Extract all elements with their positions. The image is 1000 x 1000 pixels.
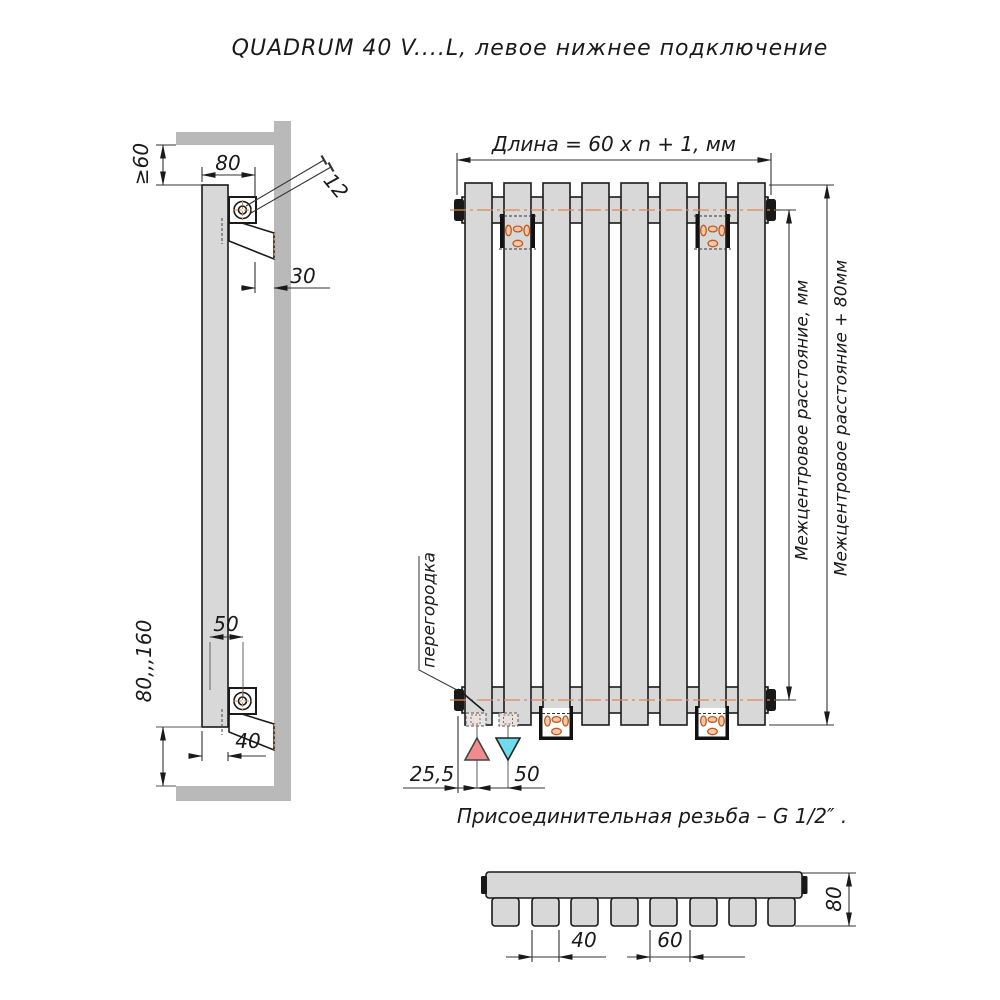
radiator-tube — [699, 183, 726, 725]
dim-label-center-distance: Межцентровое расстояние, мм — [792, 279, 813, 561]
dim-label-connection-spacing: 50 — [514, 762, 540, 786]
front-view — [403, 153, 834, 793]
tube-section — [571, 898, 598, 926]
supply-triangle-marker — [465, 738, 489, 760]
tube-section — [729, 898, 756, 926]
ceiling — [176, 132, 274, 145]
dim-label-tube-width-40: 40 — [571, 928, 597, 952]
partition-label: перегородка — [419, 552, 440, 668]
dim-label-floor-clearance: 80,,,160 — [132, 619, 156, 703]
radiator-tube — [738, 183, 765, 725]
dim-label-length-formula: Длина = 60 x n + 1, мм — [492, 132, 736, 156]
dim-label-bracket-offset-50: 50 — [213, 612, 239, 636]
wall — [274, 121, 291, 801]
tube-section — [650, 898, 677, 926]
collector-end-caps — [454, 199, 776, 711]
top-bracket-head — [229, 197, 256, 223]
tube-section — [611, 898, 638, 926]
tube-section — [492, 898, 519, 926]
radiator-tube — [660, 183, 687, 725]
tube-section — [532, 898, 559, 926]
dim-label-tube-pitch-60: 60 — [657, 928, 683, 952]
dim-label-bracket-wall-30: 30 — [290, 264, 316, 288]
dim-label-bolt-12: 12 — [318, 168, 354, 204]
radiator-tube — [465, 183, 492, 725]
top-wall-strap — [229, 219, 274, 259]
end-cap — [481, 876, 487, 894]
radiator-tubes — [465, 183, 765, 725]
side-view — [156, 121, 334, 801]
tube-section — [690, 898, 717, 926]
dim-label-depth-80-bottom: 80 — [822, 886, 846, 912]
end-cap — [802, 876, 808, 894]
radiator-tube — [543, 183, 570, 725]
floor — [176, 786, 291, 801]
tube-sections — [492, 898, 795, 926]
dim-label-wall-clearance: ≥60 — [129, 142, 153, 186]
radiator-side-profile — [202, 185, 228, 727]
collector-bottom-view — [486, 872, 802, 898]
tube-section — [768, 898, 795, 926]
radiator-tube — [504, 183, 531, 725]
drawing-title: QUADRUM 40 V....L, левое нижнее подключение — [231, 36, 829, 61]
bottom-bracket-head — [229, 688, 256, 714]
dim-label-tube-depth-40: 40 — [235, 729, 261, 753]
thread-note: Присоединительная резьба – G 1/2″ . — [456, 804, 848, 828]
radiator-tube — [582, 183, 609, 725]
return-triangle-marker — [496, 738, 520, 760]
radiator-tube — [621, 183, 648, 725]
dim-label-connection-offset: 25,5 — [409, 762, 455, 786]
dim-label-depth-80: 80 — [215, 151, 241, 175]
dim-label-overall-height: Межцентровое расстояние + 80мм — [831, 259, 852, 577]
collector-axis-line — [450, 210, 780, 700]
